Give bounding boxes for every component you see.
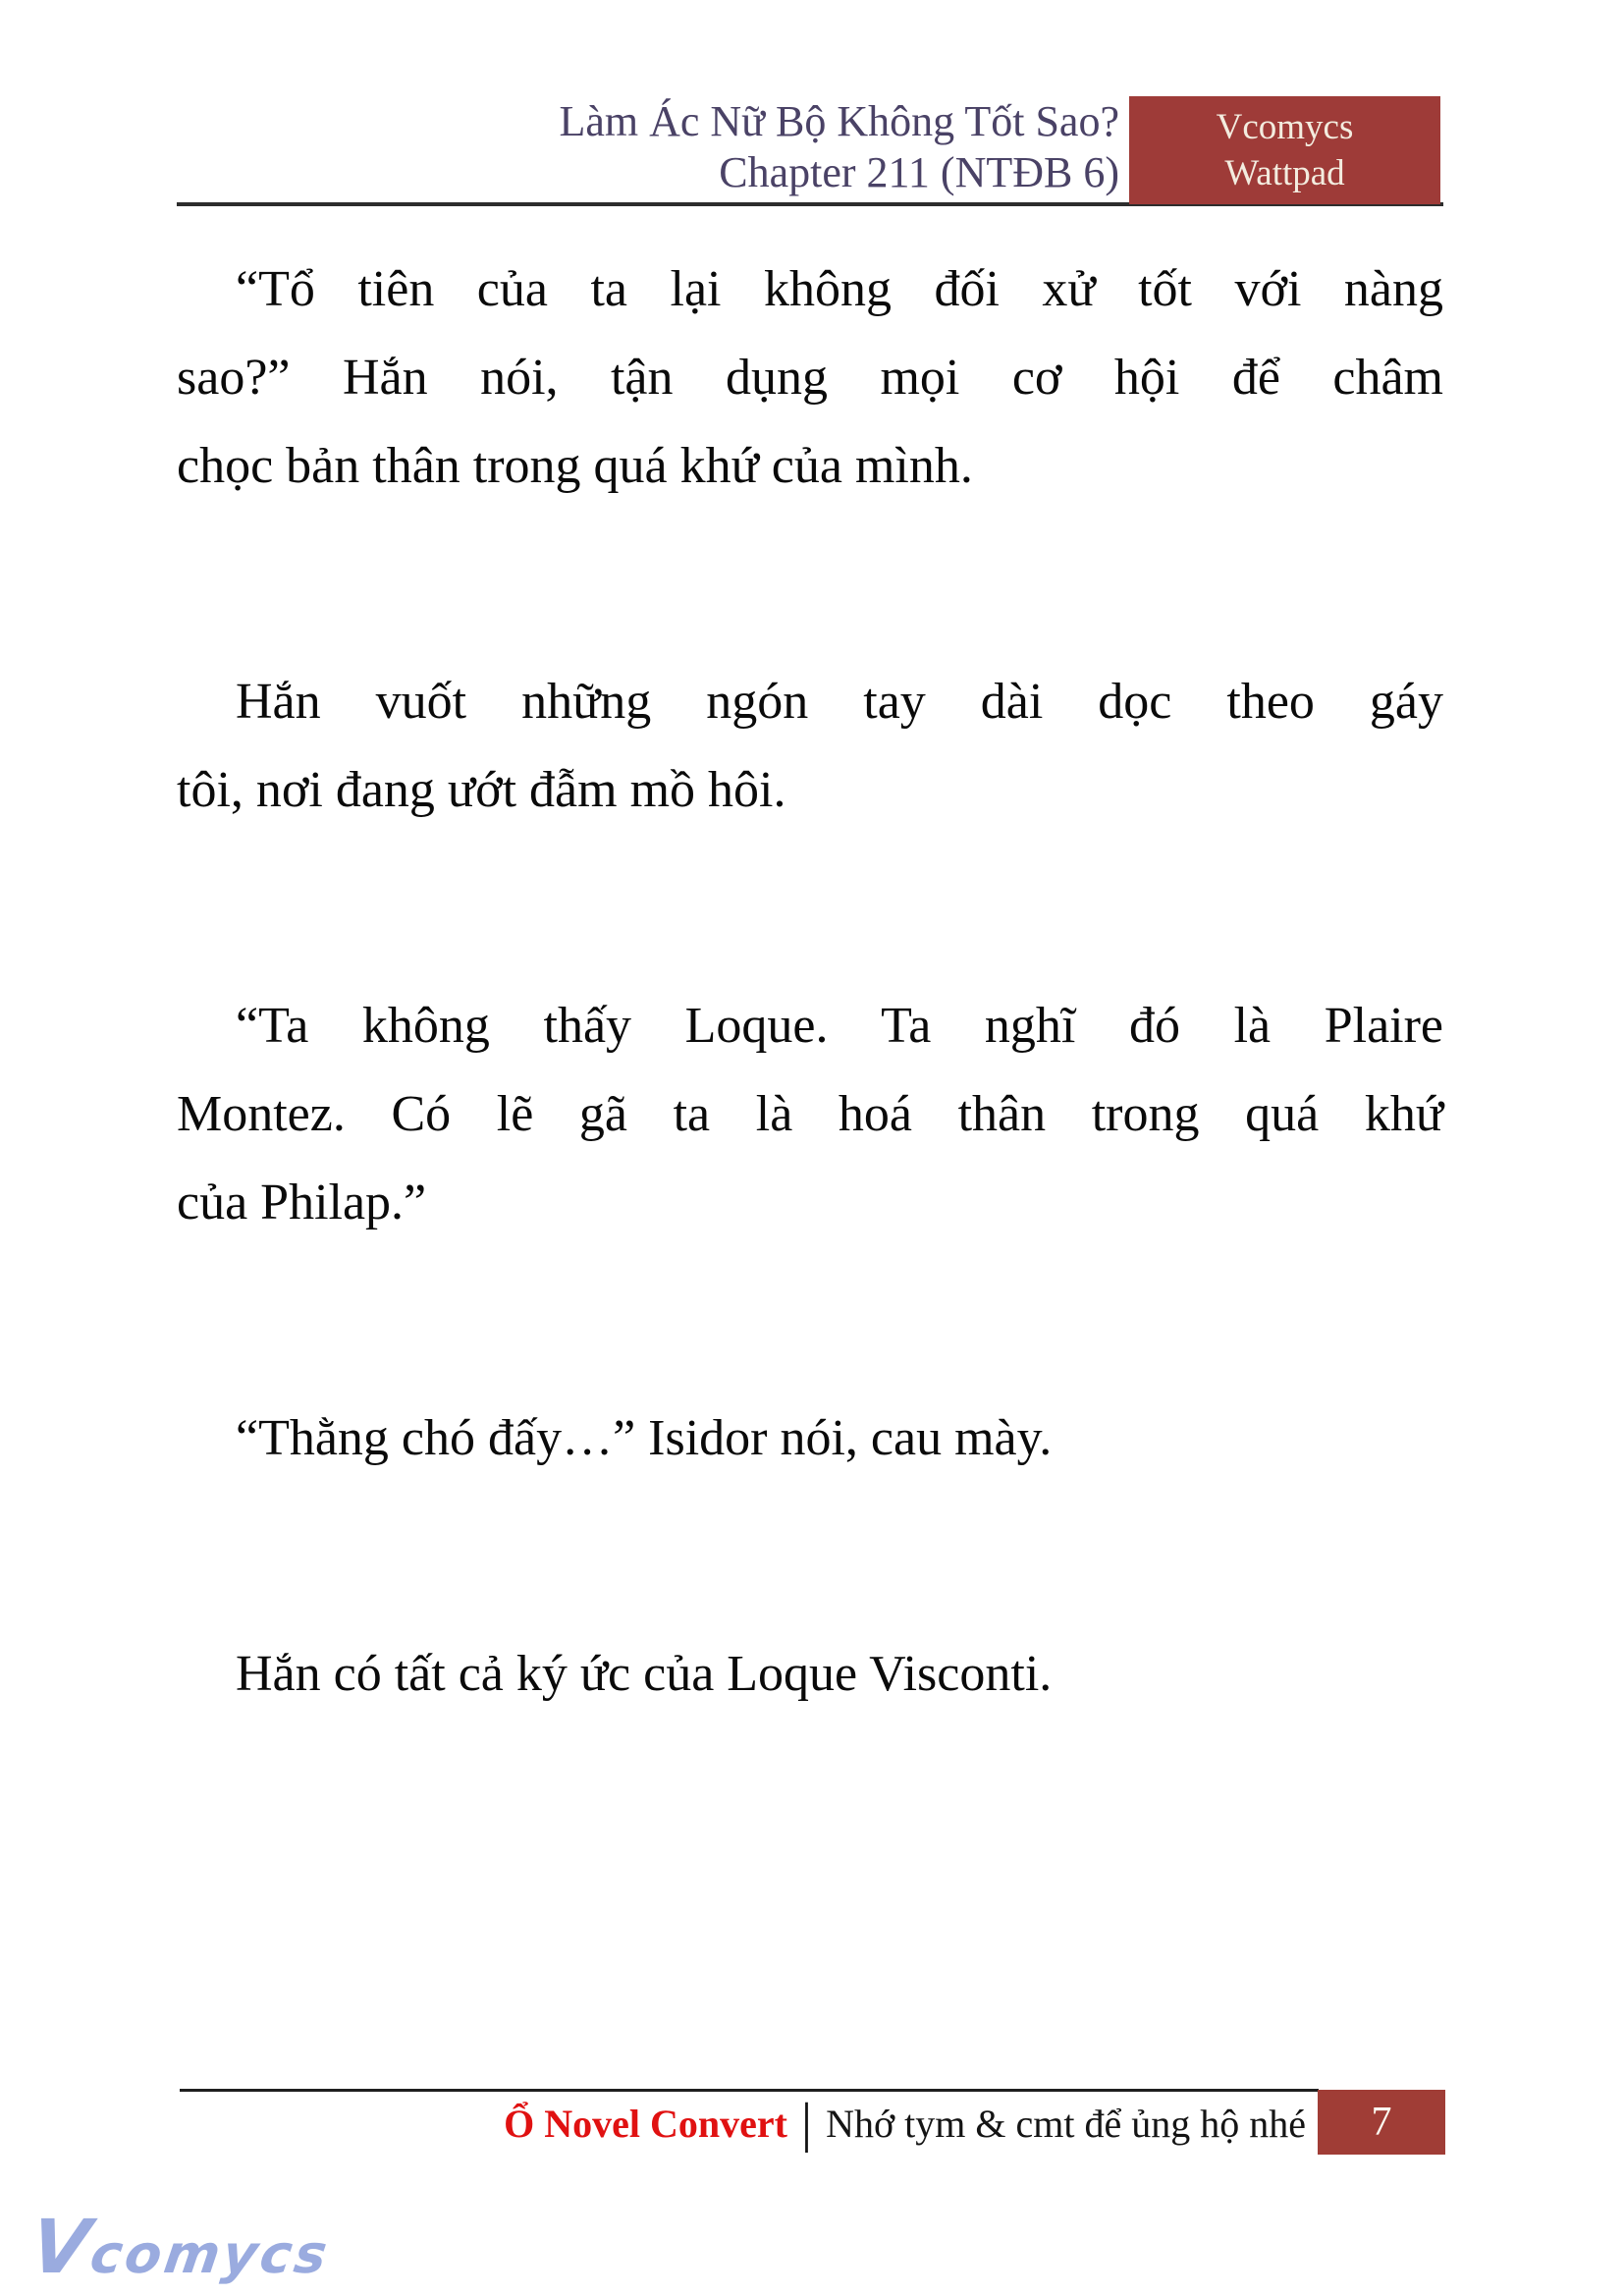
body-line: “Ta không thấy Loque. Ta nghĩ đó là Plaire <box>236 998 1443 1054</box>
body-line: sao?” Hắn nói, tận dụng mọi cơ hội để châm <box>177 350 1443 406</box>
body-line: “Tổ tiên của ta lại không đối xử tốt với nàng <box>236 261 1443 317</box>
body-line: tôi, nơi đang ướt đẫm mồ hôi. <box>177 762 786 818</box>
page-number: 7 <box>1371 2100 1392 2145</box>
watermark-logo: Vcomycs <box>26 2204 334 2290</box>
body-text <box>177 246 1443 1866</box>
chapter-info: Chapter 211 (NTĐB 6) <box>719 148 1119 196</box>
publisher-name: Vcomycs <box>1216 107 1354 147</box>
footer-note: Nhớ tym & cmt để ủng hộ nhé <box>826 2101 1306 2146</box>
paragraph <box>177 1630 1443 1719</box>
paragraph <box>177 246 1443 511</box>
header <box>393 96 1119 198</box>
paragraph <box>177 658 1443 835</box>
body-line: Montez. Có lẽ gã ta là hoá thân trong quá khứ <box>177 1086 1443 1142</box>
body-line: Hắn vuốt những ngón tay dài dọc theo gáy <box>236 674 1443 730</box>
paragraph <box>177 1394 1443 1483</box>
publisher-badge <box>1129 96 1440 204</box>
footer <box>295 2092 1306 2155</box>
body-line: Hắn có tất cả ký ức của Loque Visconti. <box>236 1646 1053 1702</box>
paragraph <box>177 982 1443 1247</box>
converter-credit: Ổ Novel Convert <box>504 2101 787 2146</box>
body-line: “Thằng chó đấy…” Isidor nói, cau mày. <box>236 1410 1053 1466</box>
body-line: chọc bản thân trong quá khứ của mình. <box>177 438 973 494</box>
book-title: Làm Ác Nữ Bộ Không Tốt Sao? <box>559 97 1119 145</box>
publisher-platform: Wattpad <box>1224 153 1345 193</box>
footer-separator: | <box>800 2093 813 2154</box>
body-line: của Philap.” <box>177 1175 427 1230</box>
page-number-badge <box>1318 2090 1445 2155</box>
